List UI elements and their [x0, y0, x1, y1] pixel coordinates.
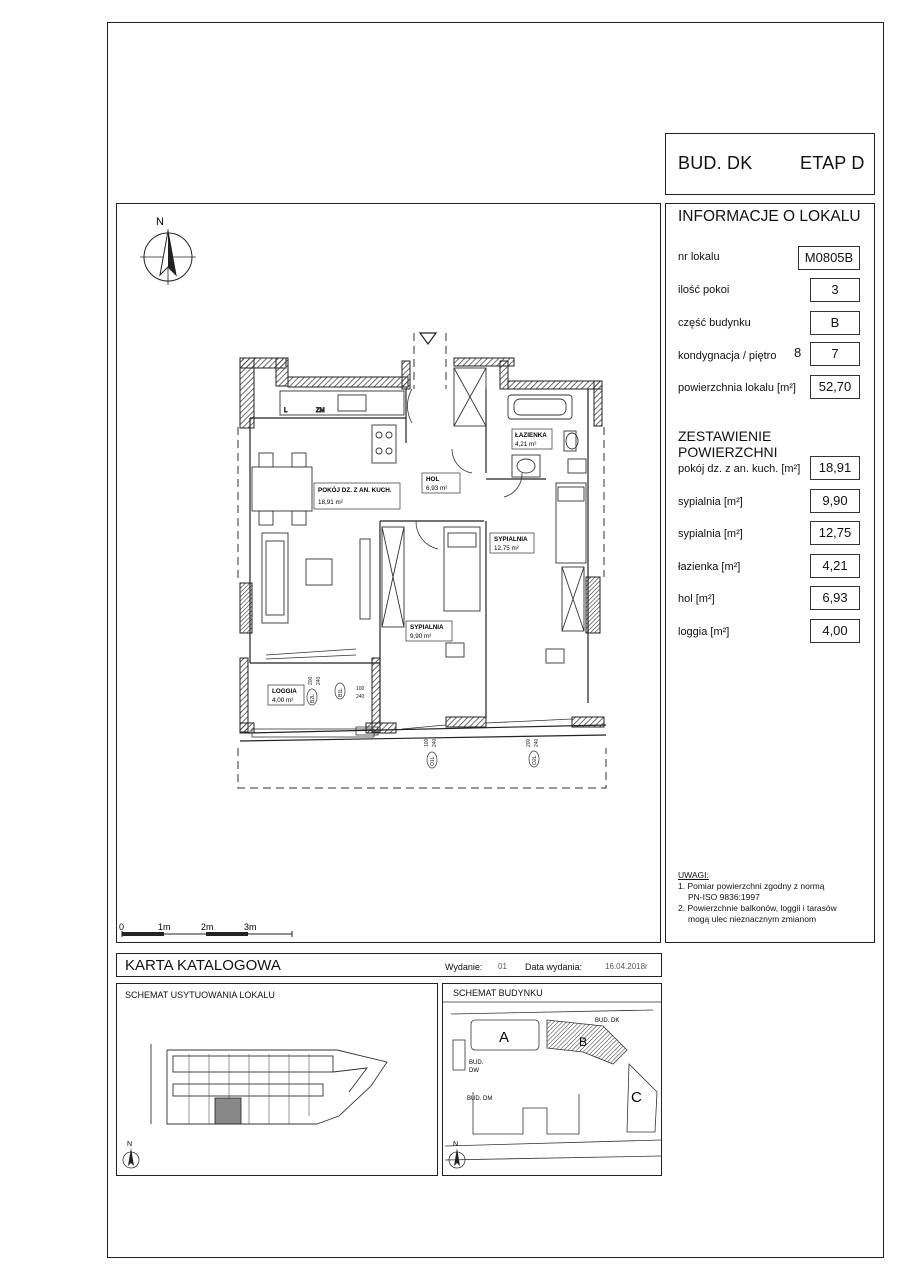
area-value-living: 18,91 [810, 456, 860, 480]
date-label: Data wydania: [525, 962, 583, 972]
note-line: 1. Pomiar powierzchni zgodny z normą [678, 881, 825, 891]
room-name-loggia: LOGGIA [272, 688, 297, 695]
edition-value: 01 [498, 962, 507, 971]
area-value-hall: 6,93 [810, 586, 860, 610]
building-label-dw2: DW [469, 1068, 479, 1074]
building-label: BUD. DK [678, 153, 753, 173]
room-name-hall: HOL [426, 476, 440, 483]
header-box [665, 133, 875, 195]
info-label-floor: kondygnacja / piętro [678, 350, 777, 362]
info-value-unit-number: M0805B [798, 246, 860, 270]
note-line: mogą ulec nieznacznym zmianom [688, 914, 817, 924]
building-label-c: C [631, 1089, 642, 1106]
area-label-bedroom-2: sypialnia [m²] [678, 528, 743, 540]
walls [240, 358, 604, 733]
building-label-b: B [579, 1035, 588, 1049]
dim-label: 240 [356, 694, 365, 700]
dim-label: 240 [534, 738, 540, 747]
info-value-storey: 8 [794, 345, 802, 360]
catalog-card [116, 953, 662, 977]
building-north-icon [449, 1141, 465, 1168]
info-label-rooms: ilość pokoi [678, 284, 730, 296]
area-label-loggia: loggia [m²] [678, 626, 730, 638]
window-tag: O1L [430, 756, 436, 766]
dim-label: 100 [424, 738, 430, 747]
info-label-building-part: część budynku [678, 317, 751, 329]
note-line: 2. Powierzchnie balkonów, loggii i tarasów [678, 903, 837, 913]
building-schema-drawing [443, 984, 661, 1175]
note-line: PN-ISO 9836:1997 [688, 892, 760, 902]
stage-label: ETAP D [800, 153, 865, 173]
door-swings [407, 389, 522, 549]
areas-title: ZESTAWIENIE POWIERZCHNI [678, 428, 778, 460]
room-name-bedroom-small: SYPIALNIA [410, 624, 444, 631]
living-furniture [262, 533, 370, 623]
notes-title: UWAGI: [678, 870, 709, 880]
building-schema [442, 983, 662, 1176]
scale-label: 2m [201, 922, 214, 932]
kitchen-counter [280, 391, 404, 463]
location-schema-title: SCHEMAT USYTUOWANIA LOKALU [125, 990, 275, 1000]
entrance-marker-icon [420, 333, 436, 344]
info-label-unit-number: nr lokalu [678, 251, 720, 263]
room-area-living: 18,91 m² [318, 499, 343, 506]
info-value-building-part: B [810, 311, 860, 335]
beds [444, 483, 586, 663]
room-area-bedroom-large: 12,75 m² [494, 545, 519, 552]
building-label-a: A [499, 1029, 510, 1046]
room-name-bedroom-large: SYPIALNIA [494, 536, 528, 543]
building-north-label: N [453, 1141, 459, 1148]
building-label-dm: BUD. DM [467, 1096, 493, 1102]
card-title: KARTA KATALOGOWA [125, 957, 281, 974]
room-name-living: POKÓJ DZ. Z AN. KUCH. [318, 487, 392, 494]
dim-label: 200 [308, 676, 314, 685]
area-value-bedroom-1: 9,90 [810, 489, 860, 513]
info-value-area: 52,70 [810, 375, 860, 399]
info-panel [665, 203, 875, 943]
area-label-bathroom: łazienka [m²] [678, 561, 741, 573]
room-name-bathroom: ŁAZIENKA [515, 432, 547, 439]
info-value-rooms: 3 [810, 278, 860, 302]
dining-table [252, 453, 312, 525]
dim-label: 240 [316, 676, 322, 685]
north-label: N [156, 216, 164, 228]
area-value-bathroom: 4,21 [810, 554, 860, 578]
fixture-label-l: L [284, 408, 288, 414]
area-value-bedroom-2: 12,75 [810, 521, 860, 545]
north-arrow-icon [140, 216, 196, 285]
unit-location-highlight [215, 1098, 241, 1124]
info-value-floor: 7 [810, 342, 860, 366]
room-area-bathroom: 4,21 m² [515, 441, 537, 448]
fixture-label-zm: ZM [316, 408, 325, 414]
scale-label: 1m [158, 922, 171, 932]
date-value: 16.04.2018r [605, 962, 648, 971]
dim-label: 200 [526, 738, 532, 747]
info-label-area: powierzchnia lokalu [m²] [678, 382, 796, 394]
area-label-bedroom-1: sypialnia [m²] [678, 496, 743, 508]
scale-bar [119, 922, 292, 937]
window-tag: B1L [338, 688, 344, 697]
room-area-hall: 6,93 m² [426, 485, 448, 492]
wardrobes [382, 368, 584, 631]
area-label-hall: hol [m²] [678, 593, 715, 605]
location-schema-drawing [117, 984, 437, 1175]
scale-label: 3m [244, 922, 257, 932]
edition-label: Wydanie: [445, 962, 483, 972]
building-label-dw1: BUD. [469, 1060, 484, 1066]
notes [678, 870, 870, 925]
building-schema-title: SCHEMAT BUDYNKU [453, 988, 543, 998]
location-schema [116, 983, 438, 1176]
location-north-icon [123, 1141, 139, 1168]
location-north-label: N [127, 1141, 133, 1148]
building-label-dk: BUD. DK [595, 1018, 620, 1024]
scale-label: 0 [119, 922, 125, 932]
window-tag: B2L [310, 694, 316, 703]
floor-plan [116, 203, 661, 943]
dim-label: 240 [432, 738, 438, 747]
info-title: INFORMACJE O LOKALU [678, 208, 861, 225]
dim-label: 100 [356, 686, 365, 692]
room-area-loggia: 4,00 m² [272, 697, 294, 704]
area-value-loggia: 4,00 [810, 619, 860, 643]
room-area-bedroom-small: 9,90 m² [410, 633, 432, 640]
area-label-living: pokój dz. z an. kuch. [m²] [678, 463, 801, 475]
window-tag: O2L [532, 755, 538, 765]
